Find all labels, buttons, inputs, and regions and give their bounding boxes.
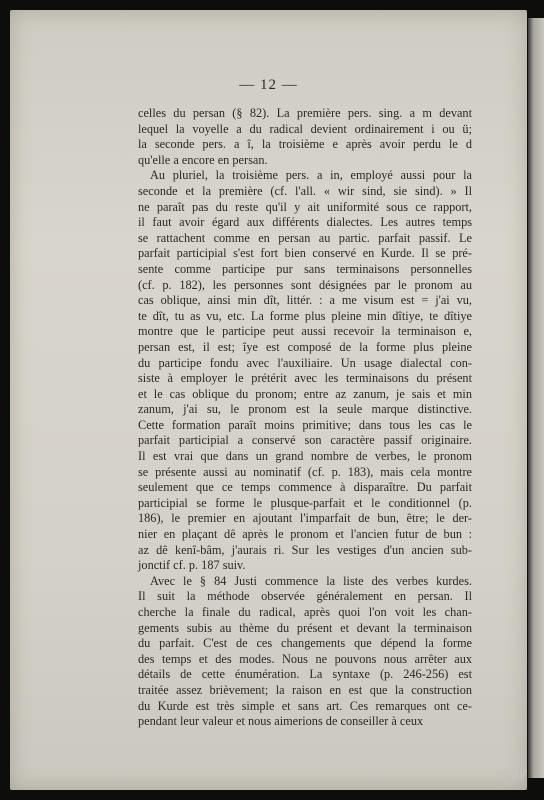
text-line: parfait participial s'est fort bien conservé en Kurde. Il se pré- bbox=[138, 246, 472, 261]
text-line: Il suit la méthode observée généralement en persan. Il bbox=[138, 589, 472, 604]
text-line: zanum, j'ai su, le pronom est la seule marque distinctive. bbox=[138, 402, 472, 417]
adjacent-page-edge bbox=[528, 18, 544, 778]
page-number: — 12 — bbox=[239, 77, 298, 93]
text-line: az dê kenî-bâm, j'aurais ri. Sur les vestiges d'un ancien sub- bbox=[138, 542, 472, 557]
text-line: qu'elle a encore en persan. bbox=[138, 152, 268, 167]
text-line: se rattachent comme en persan au partic. parfait passif. Le bbox=[138, 230, 472, 245]
paragraph bbox=[138, 106, 472, 168]
text-line: détails de cette énumération. La syntaxe (p. 246-256) est bbox=[138, 667, 472, 682]
text-line: des temps et des modes. Nous ne pouvons nous arrêter aux bbox=[138, 651, 472, 666]
text-line: il faut avoir égard aux différents dialectes. Les autres temps bbox=[138, 215, 472, 230]
text-line: Cette formation paraît moins primitive; dans tous les cas le bbox=[138, 417, 472, 432]
text-line: te dît, tu as vu, etc. La forme plus pleine min dîtiye, te dîtiye bbox=[138, 308, 472, 323]
text-line: du participe fondu avec l'auxiliaire. Un usage dialectal con- bbox=[138, 355, 472, 370]
text-line: cas oblique, ainsi min dît, littér. : a me visum est = j'ai vu, bbox=[138, 293, 472, 308]
text-line: traitée assez brièvement; la raison en est que la construction bbox=[138, 682, 472, 697]
text-line: jonctif cf. p. 187 suiv. bbox=[138, 558, 246, 573]
text-line: celles du persan (§ 82). La première pers. sing. a m devant bbox=[138, 106, 472, 120]
text-line: se présente aussi au nominatif (cf. p. 183), mais cela montre bbox=[138, 464, 472, 479]
text-line: sente comme participe pur sans terminaisons personnelles bbox=[138, 261, 472, 276]
text-line: Avec le § 84 Justi commence la liste des verbes kurdes. bbox=[150, 573, 472, 588]
text-line: du parfait. C'est de ces changements que dépend la forme bbox=[138, 636, 472, 651]
page-body-text bbox=[138, 106, 472, 730]
watermark-logo: ebay bbox=[496, 766, 527, 780]
text-line: participial se forme le plusque-parfait et le conditionnel (p. bbox=[138, 495, 472, 510]
text-line: pendant leur valeur et nous aimerions de conseiller à ceux bbox=[138, 714, 424, 729]
text-line: 186), le premier en ajoutant l'imparfait de bun, être; le der- bbox=[138, 511, 472, 526]
text-line: nier en plaçant dê après le pronom et l'ancien futur de bun : bbox=[138, 527, 472, 542]
text-line: ne paraît pas du reste qu'il y ait uniformité sous ce rapport, bbox=[138, 199, 472, 214]
text-line: lequel la voyelle a du radical devient ordinairement i ou ü; bbox=[138, 121, 472, 136]
book-page bbox=[10, 10, 527, 790]
text-line: seulement que ce temps commence à disparaître. Du parfait bbox=[138, 480, 472, 495]
text-line: et le cas oblique du pronom; entre az zanum, je sais et min bbox=[138, 386, 472, 401]
text-line: du Kurde est très simple et sans art. Ces remarques ont ce- bbox=[138, 698, 472, 713]
text-line: montre que le participe peut aussi recevoir la terminaison e, bbox=[138, 324, 472, 339]
text-line: Au pluriel, la troisième pers. a in, employé aussi pour la bbox=[150, 168, 472, 183]
text-line: gements subis au thème du présent et devant la terminaison bbox=[138, 620, 472, 635]
paragraph bbox=[138, 574, 472, 730]
paragraph bbox=[138, 168, 472, 573]
text-line: parfait participial a conservé son caractère passif originaire. bbox=[138, 433, 472, 448]
text-line: persan est, il est; îye est composé de la forme plus pleine bbox=[138, 339, 472, 354]
text-line: siste à employer le prétérit avec les terminaisons du présent bbox=[138, 371, 472, 386]
text-line: cherche la finale du radical, après quoi l'on voit les chan- bbox=[138, 605, 472, 619]
text-line: seconde et la première (cf. l'all. « wir sind, sie sind). » Il bbox=[138, 183, 472, 198]
text-line: Il est vrai que dans un grand nombre de verbes, le pronom bbox=[138, 449, 472, 464]
text-line: (cf. p. 182), les personnes sont désignées par le pronom au bbox=[138, 277, 472, 292]
text-line: la seconde pers. a î, la troisième e après avoir perdu le d bbox=[138, 137, 472, 152]
